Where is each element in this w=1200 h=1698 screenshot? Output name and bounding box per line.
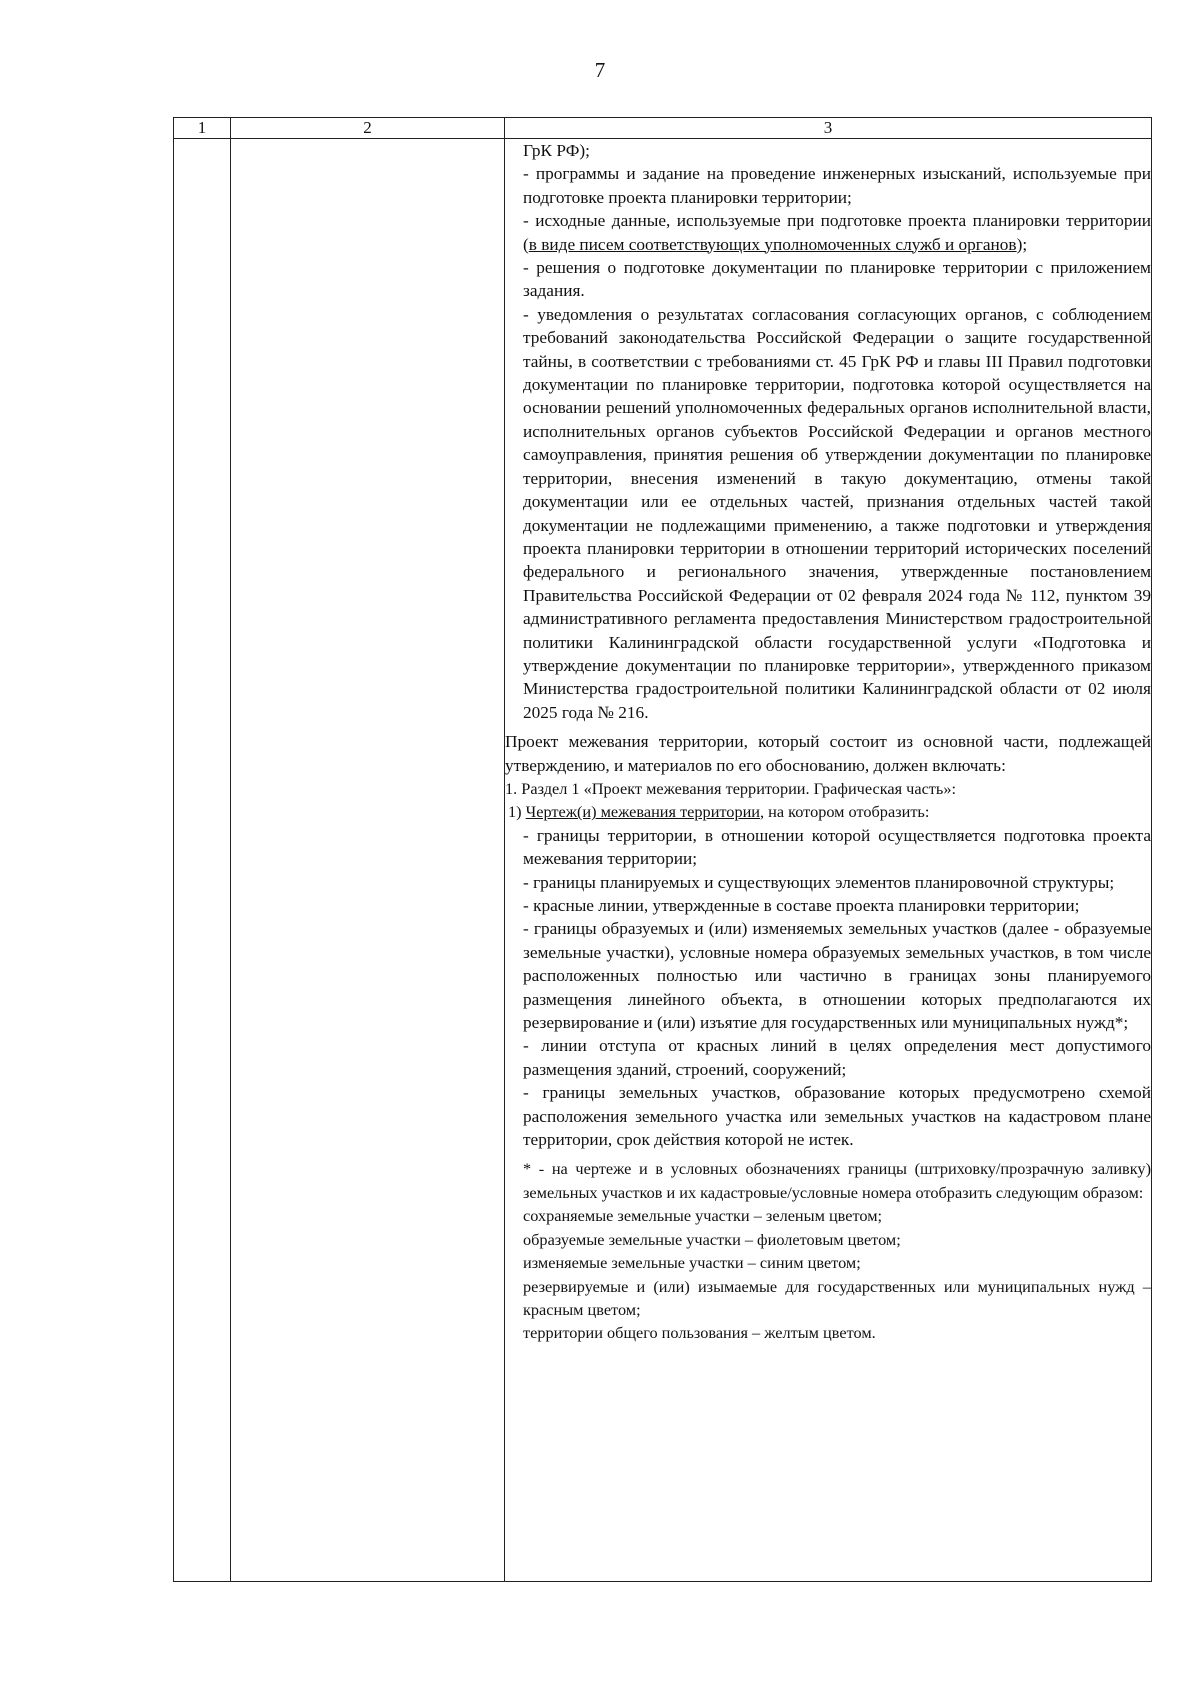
requirements-table <box>173 117 1152 1582</box>
header-col-2: 2 <box>231 118 505 139</box>
legend-item: резервируемые и (или) изымаемые для государственных или муниципальных нужд – красным цветом; <box>523 1276 1151 1319</box>
list-item: - красные линии, утвержденные в составе проекта планировки территории; <box>523 896 1080 915</box>
legend-item: сохраняемые земельные участки – зеленым цветом; <box>523 1206 883 1226</box>
legend-item: территории общего пользования – желтым цветом. <box>523 1323 876 1343</box>
legend-item: образуемые земельные участки – фиолетовым цветом; <box>523 1229 901 1249</box>
cell-requirements <box>505 139 1152 1582</box>
list-item: - границы земельных участков, образование которых предусмотрено схемой расположения земельного участка или земельных участков на кадастровом плане территории, срок действия которой не истек. <box>523 1083 1151 1150</box>
paragraph: Проект межевания территории, который состоит из основной части, подлежащей утверждению, и материалов по его обоснованию, должен включать: <box>505 732 1151 775</box>
header-col-1: 1 <box>174 118 231 139</box>
underlined-text: Чертеж(и) межевания территории <box>525 802 761 822</box>
list-item: - программы и задание на проведение инженерных изысканий, используемые при подготовке проекта планировки территории; <box>523 164 1151 207</box>
underlined-text: в виде писем соответствующих уполномоченных служб и органов <box>528 234 1017 254</box>
list-item: - границы планируемых и существующих элементов планировочной структуры; <box>523 872 1115 892</box>
table-row <box>174 139 1152 1582</box>
cell-section <box>231 139 505 1582</box>
paragraph: ГрК РФ); <box>523 141 590 160</box>
list-item: - линии отступа от красных линий в целях определения мест допустимого размещения зданий, строений, сооружений; <box>523 1036 1151 1079</box>
subsection-heading: 1) Чертеж(и) межевания территории, на котором отобразить: <box>508 802 930 822</box>
list-item: - решения о подготовке документации по планировке территории с приложением задания. <box>523 258 1151 301</box>
list-item: - уведомления о результатах согласования согласующих органов, с соблюдением требований законодательства Российской Федерации о защите государственной тайны, в соответствии с требованиями ст. 45 ГрК РФ и главы III Правил подготовки документации по планировке территории, подготовка которой осуществляется на основании решений уполномоченных федеральных органов исполнительной власти, исполнительных органов субъектов Российской Федерации и органов местного самоуправления, принятия решения об утверждении документации по планировке территории, внесения изменений в такую документацию, отмены такой документации или ее отдельных частей, признания отдельных частей такой документации не подлежащими применению, а также подготовки и утверждения проекта планировки территории в отношении территорий исторических поселений федерального и регионального значения, утвержденные постановлением Правительства Российской Федерации от 02 февраля 2024 года № 112, пунктом 39 административного регламента предоставления Министерством градостроительной политики Калининградской области государственной услуги «Подготовка и утверждение документации по планировке территории», утвержденного приказом Министерства градостроительной политики Калининградской области от 02 июля 2025 года № 216. <box>523 304 1151 722</box>
list-item: - границы образуемых и (или) изменяемых земельных участков (далее - образуемые земельные участки), условные номера образуемых земельных участков, в том числе расположенных полностью или частично в границах зоны планируемого размещения линейного объекта, в отношении которых предполагаются их резервирование и (или) изъятие для государственных или муниципальных нужд*; <box>523 919 1151 1033</box>
list-item: - исходные данные, используемые при подготовке проекта планировки территории (в виде писем соответствующих уполномоченных служб и органов); <box>523 211 1151 254</box>
page-number: 7 <box>594 58 606 82</box>
section-heading: 1. Раздел 1 «Проект межевания территории. Графическая часть»: <box>505 778 957 798</box>
cell-number <box>174 139 231 1582</box>
header-col-3: 3 <box>505 118 1152 139</box>
table-header-row <box>174 118 1152 139</box>
list-item: - границы территории, в отношении которой осуществляется подготовка проекта межевания территории; <box>523 825 1151 869</box>
footnote: * - на чертеже и в условных обозначениях границы (штриховку/прозрачную заливку) земельных участков и их кадастровые/условные номера отобразить следующим образом: <box>523 1159 1151 1202</box>
legend-item: изменяемые земельные участки – синим цветом; <box>523 1253 861 1273</box>
